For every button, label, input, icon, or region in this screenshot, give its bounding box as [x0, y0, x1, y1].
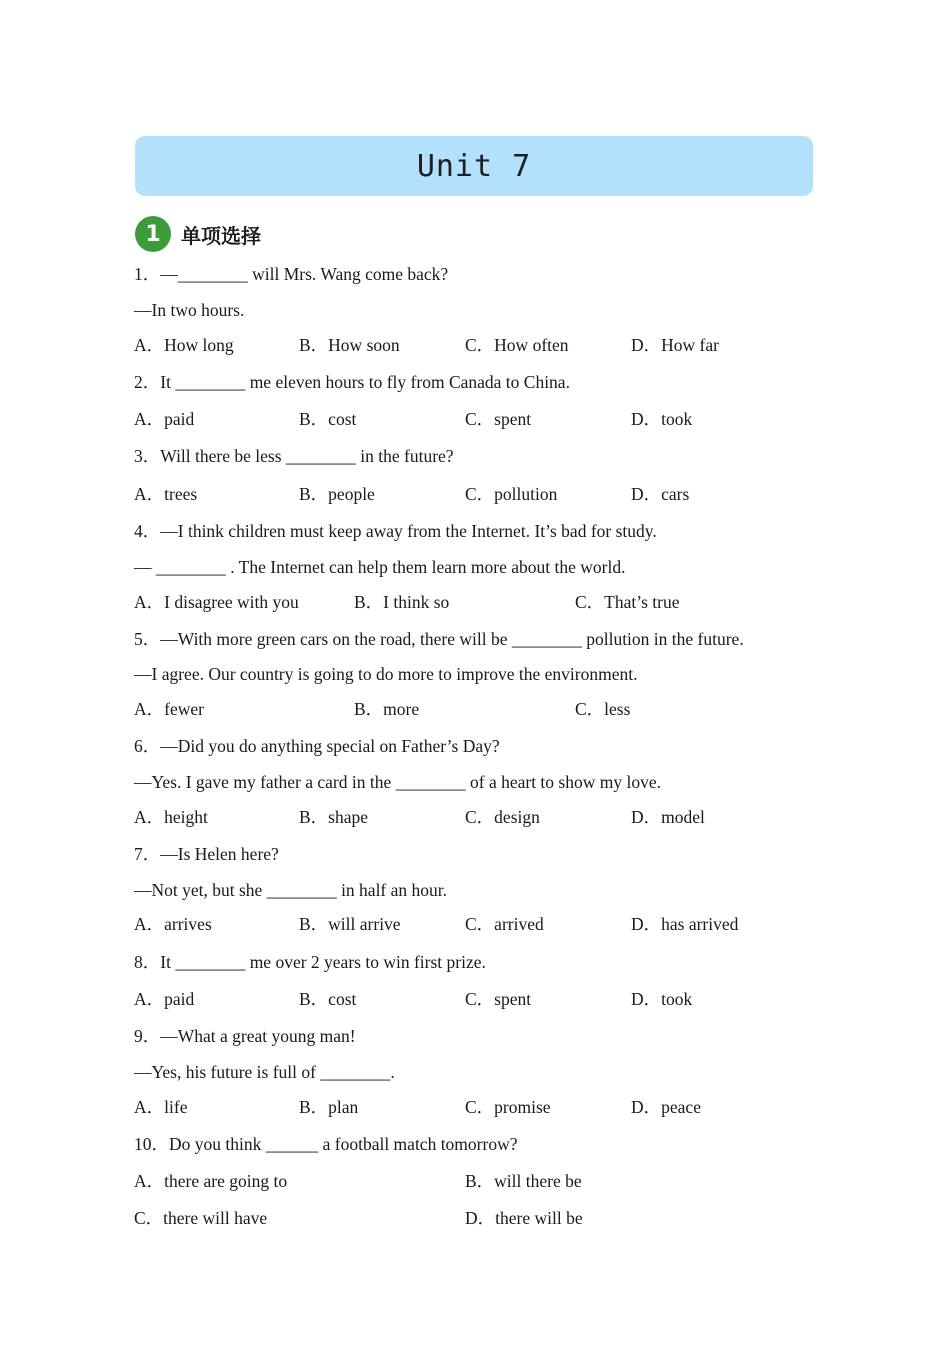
question-1-answer-line: —In two hours. [134, 300, 245, 320]
unit-title: Unit 7 [416, 148, 532, 184]
question-5-stem: 5．—With more green cars on the road, there will be ________ pollution in the future. [134, 629, 744, 649]
option-d[interactable]: D．peace [631, 1097, 701, 1117]
question-9-answer-line: —Yes, his future is full of ________. [134, 1062, 395, 1082]
option-b[interactable]: B．will there be [465, 1171, 582, 1191]
option-c[interactable]: C．arrived [465, 914, 544, 934]
option-b[interactable]: B．cost [299, 409, 357, 429]
question-3-stem: 3．Will there be less ________ in the future? [134, 446, 454, 466]
question-6-stem: 6．—Did you do anything special on Father’s Day? [134, 736, 500, 756]
question-7-answer-line: —Not yet, but she ________ in half an hour. [134, 880, 448, 900]
option-b[interactable]: B．plan [299, 1097, 359, 1117]
question-6-answer-line: —Yes. I gave my father a card in the ________ of a heart to show my love. [134, 772, 661, 792]
option-a[interactable]: A．How long [134, 335, 234, 355]
option-a[interactable]: A．trees [134, 484, 198, 504]
section-title: 单项选择 [181, 223, 261, 248]
question-9-stem: 9．—What a great young man! [134, 1026, 356, 1046]
unit-banner [135, 136, 813, 196]
question-8-stem: 8．It ________ me over 2 years to win first prize. [134, 952, 486, 972]
option-a[interactable]: A．arrives [134, 914, 212, 934]
option-c[interactable]: C．design [465, 807, 540, 827]
option-b[interactable]: B．I think so [354, 592, 450, 612]
option-d[interactable]: D．cars [631, 484, 690, 504]
option-d[interactable]: D．took [631, 989, 693, 1009]
option-d[interactable]: D．there will be [465, 1208, 583, 1228]
option-b[interactable]: B．cost [299, 989, 357, 1009]
option-c[interactable]: C．pollution [465, 484, 558, 504]
option-b[interactable]: B．people [299, 484, 375, 504]
question-7-stem: 7．—Is Helen here? [134, 844, 279, 864]
option-a[interactable]: A．there are going to [134, 1171, 288, 1191]
question-10-stem: 10．Do you think ______ a football match tomorrow? [134, 1134, 518, 1154]
option-b[interactable]: B．more [354, 699, 420, 719]
option-a[interactable]: A．height [134, 807, 208, 827]
question-4-answer-line: — ________ . The Internet can help them learn more about the world. [134, 557, 626, 577]
question-4-stem: 4．—I think children must keep away from the Internet. It’s bad for study. [134, 521, 657, 541]
option-c[interactable]: C．spent [465, 989, 532, 1009]
option-a[interactable]: A．paid [134, 989, 195, 1009]
option-c[interactable]: C．That’s true [575, 592, 680, 612]
option-c[interactable]: C．less [575, 699, 631, 719]
section-number-badge: 1 [135, 216, 171, 252]
option-d[interactable]: D．took [631, 409, 693, 429]
option-b[interactable]: B．shape [299, 807, 369, 827]
section-header [135, 216, 261, 252]
option-d[interactable]: D．How far [631, 335, 719, 355]
option-a[interactable]: A．life [134, 1097, 188, 1117]
option-b[interactable]: B．will arrive [299, 914, 401, 934]
question-1-stem: 1．—________ will Mrs. Wang come back? [134, 264, 449, 284]
option-c[interactable]: C．How often [465, 335, 569, 355]
question-5-answer-line: —I agree. Our country is going to do more to improve the environment. [134, 664, 638, 684]
option-a[interactable]: A．fewer [134, 699, 204, 719]
question-2-stem: 2．It ________ me eleven hours to fly from Canada to China. [134, 372, 570, 392]
option-c[interactable]: C．spent [465, 409, 532, 429]
option-d[interactable]: D．has arrived [631, 914, 739, 934]
option-c[interactable]: C．promise [465, 1097, 551, 1117]
option-c[interactable]: C．there will have [134, 1208, 268, 1228]
option-b[interactable]: B．How soon [299, 335, 400, 355]
option-d[interactable]: D．model [631, 807, 705, 827]
option-a[interactable]: A．I disagree with you [134, 592, 299, 612]
option-a[interactable]: A．paid [134, 409, 195, 429]
